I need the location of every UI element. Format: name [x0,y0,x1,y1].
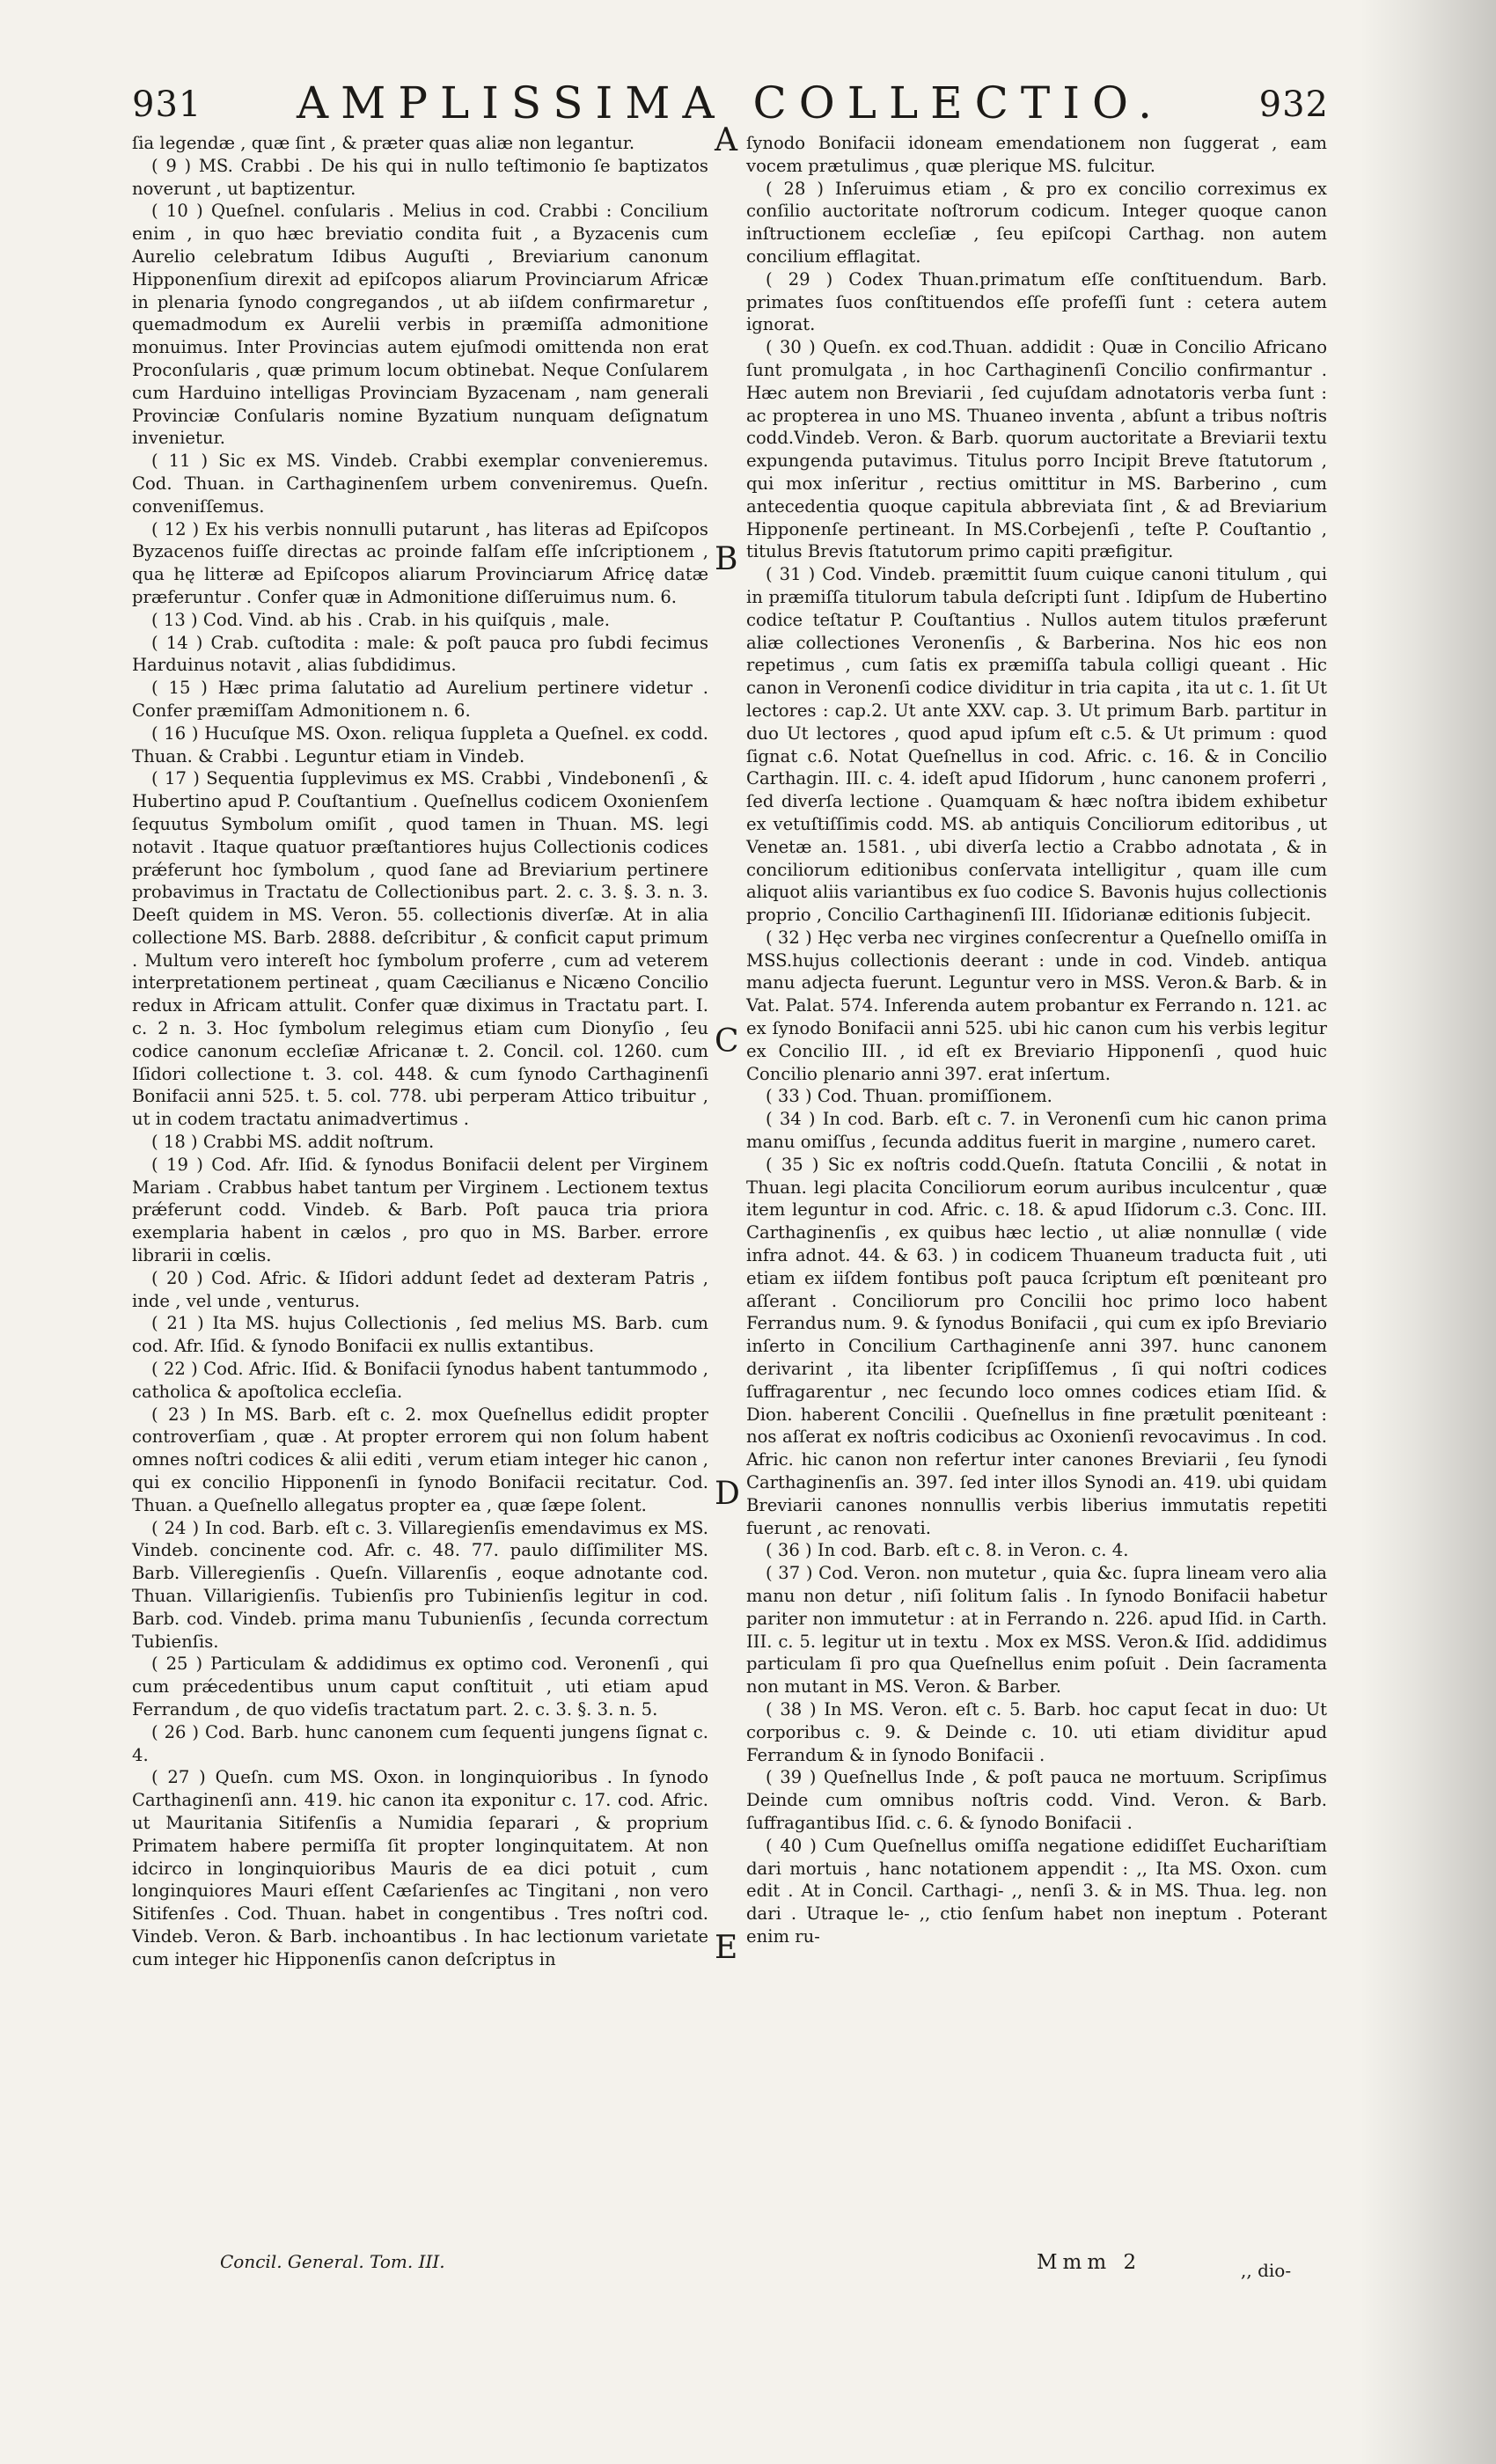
note-paragraph: ( 36 ) In cod. Barb. eſt c. 8. in Veron. c. 4. [766,1540,1129,1561]
note-paragraph: ( 21 ) Ita MS. hujus Collectionis , ſed melius MS. Barb. cum cod. Afr. Iſid. & ſynodo Bonifacii ex nullis extantibus. [132,1313,708,1357]
section-marker-b: B [715,541,738,577]
note-paragraph: ( 18 ) Crabbi MS. addit noſtrum. [151,1132,435,1153]
note-paragraph: ( 9 ) MS. Crabbi . De his qui in nullo teſtimonio ſe baptizatos noverunt , ut baptizentur. [132,155,708,199]
note-paragraph: ( 28 ) Inſeruimus etiam , & pro ex concilio correximus ex conſilio auctoritate noſtrorum codicum. Integer quoque canon inſtructionem eccleſiæ , ſeu epiſcopi Carthag. non autem concilium efflagitat. [746,178,1327,267]
note-paragraph: ( 16 ) Hucuſque MS. Oxon. reliqua ſuppleta a Queſnel. ex codd. Thuan. & Crabbi . Leguntur etiam in Vindeb. [132,722,708,766]
running-title: AMPLISSIMA COLLECTIO. [297,77,1164,128]
note-paragraph: ( 17 ) Sequentia ſupplevimus ex MS. Crabbi , Vindebonenſi , & Hubertino apud P. Couſtantium . Queſnellus codicem Oxonienſem ſequutus Symbolum omiſit , quod tamen in Thuan. MS. legi notavit . Itaque quatuor præſtantiores hujus Collectionis codices prǽferunt hoc ſymbolum , quod ſane ad Breviarium pertinere probavimus in Tractatu de Collectionibus part. 2. c. 3. §. 3. n. 3. Deeſt quidem in MS. Veron. 55. collectionis diverſæ. At in alia collectione MS. Barb. 2888. deſcribitur , & conficit caput primum . Multum vero intereſt hoc ſymbolum proferre , cum ad veterem interpretationem pertineat , quam Cæcilianus e Nicæno Concilio redux in Africam attulit. Confer quæ diximus in Tractatu part. I. c. 2 n. 3. Hoc ſymbolum relegimus etiam cum Dionyſio , ſeu codice canonum eccleſiæ Africanæ t. 2. Concil. col. 1260. cum Iſidori collectione t. 3. col. 448. & cum ſynodo Carthaginenſi Bonifacii anni 525. t. 5. col. 778. ubi perperam Attico tribuitur , ut in codem tractatu animadvertimus . [132,768,708,1130]
note-paragraph: ( 23 ) In MS. Barb. eſt c. 2. mox Queſnellus edidit propter controverſiam , quæ . At propter errorem qui non ſolum habent omnes noſtri codices & alii editi , verum etiam integer hic canon , qui ex concilio Hipponenſi in ſynodo Bonifacii recitatur. Cod. Thuan. a Queſnello allegatus propter ea , quæ ſæpe ſolent. [132,1404,708,1515]
note-paragraph: ( 25 ) Particulam & addidimus ex optimo cod. Veronenſi , qui cum prǽcedentibus unum caput conſtituit , uti etiam apud Ferrandum , de quo videſis tractatum part. 2. c. 3. §. 3. n. 5. [132,1654,708,1720]
gutter-shadow [1360,0,1496,2464]
running-foot: Concil. General. Tom. III. [220,2251,445,2272]
note-paragraph: ( 37 ) Cod. Veron. non mutetur , quia &c. ſupra lineam vero alia manu non detur , niſi ſolitum ſalis . In ſynodo Bonifacii habetur pariter non immutetur : at in Ferrando n. 226. apud Iſid. in Carth. III. c. 5. legitur ut in textu . Mox ex MSS. Veron.& Iſid. addidimus particulam ſi pro qua Queſnellus enim poſuit . Dein ſacramenta non mutant in MS. Veron. & Barber. [746,1563,1327,1698]
catchword: ,, dio- [1241,2260,1292,2281]
note-paragraph: ( 35 ) Sic ex noſtris codd.Queſn. ſtatuta Concilii , & notat in Thuan. legi placita Conciliorum eorum auribus inculcentur , quæ item leguntur in cod. Afric. c. 18. & apud Iſidorum c.3. Conc. III. Carthaginenſis , ex quibus hæc lectio , ut aliæ nonnullæ ( vide infra adnot. 44. & 63. ) in codicem Thuaneum traducta fuit , uti etiam ex iiſdem fontibus poſt pauca ſcriptum eſt pœniteant pro aſſerant . Conciliorum pro Concilii hoc primo loco habent Ferrandus num. 9. & ſynodus Bonifacii , qui cum ex ipſo Breviario inſerto in Concilium Carthaginenſe anni 397. hunc canonem derivarint , ita libenter ſcripſiſſemus , ſi qui noſtri codices ſuffragarentur , nec ſecundo loco omnes codices etiam Iſid. & Dion. haberent Concilii . Queſnellus in fine prætulit pœniteant : nos aſſerat ex noſtris codicibus ac Oxonienſi revocavimus . In cod. Afric. hic canon non refertur inter canones Breviarii , ſeu ſynodi Carthaginenſis an. 397. ſed inter illos Synodi an. 419. ubi quidam Breviarii canones nonnullis verbis liberius immutatis repetiti fuerunt , ac renovati. [746,1154,1327,1538]
section-marker-e: E [715,1930,738,1966]
note-paragraph: ( 30 ) Queſn. ex cod.Thuan. addidit : Quæ in Concilio Africano ſunt promulgata , in hoc Carthaginenſi Concilio confirmantur . Hæc autem non Breviarii , ſed cujuſdam adnotatoris verba ſunt : ac propterea in uno MS. Thuaneo inventa , abſunt a tribus noſtris codd.Vindeb. Veron. & Barb. quorum auctoritate a Breviarii textu expungenda putavimus. Titulus porro Incipit Breve ſtatutorum , qui mox inſeritur , rectius omittitur in MS. Barberino , cum antecedentia quoque capitula abbreviata ſint , & ad Breviarium Hipponenſe pertineant. In MS.Corbejenſi , teſte P. Couſtantio , titulus Brevis ſtatutorum primo capiti præfigitur. [746,337,1327,562]
note-paragraph: ( 34 ) In cod. Barb. eſt c. 7. in Veronenſi cum hic canon prima manu omiſſus , ſecunda additus fuerit in margine , numero caret. [746,1109,1327,1153]
note-paragraph: ( 24 ) In cod. Barb. eſt c. 3. Villaregienſis emendavimus ex MS. Vindeb. concinente cod. Afr. c. 48. 77. paulo diſſimiliter MS. Barb. Villeregienſis . Queſn. Villarenſis , eoque adnotante cod. Thuan. Villarigienſis. Tubienſis pro Tubinienſis legitur in cod. Barb. cod. Vindeb. prima manu Tubunienſis , ſecunda correctum Tubienſis. [132,1517,708,1652]
note-paragraph: ſynodo Bonifacii idoneam emendationem non ſuggerat , eam vocem prætulimus , quæ plerique MS. fulcitur. [746,133,1327,176]
note-paragraph: ( 19 ) Cod. Afr. Iſid. & ſynodus Bonifacii delent per Virginem Mariam . Crabbus habet tantum per Virginem . Lectionem textus prǽferunt codd. Vindeb. & Barb. Poſt pauca tria priora exemplaria habent in cælos , pro quo in MS. Barber. errore librarii in cœlis. [132,1154,708,1266]
note-paragraph: ( 14 ) Crab. cuſtodita : male: & poſt pauca pro ſubdi fecimus Harduinus notavit , alias ſubdidimus. [132,632,708,676]
note-paragraph: ( 29 ) Codex Thuan.primatum eſſe conſtituendum. Barb. primates ſuos conſtituendos eſſe profeſſi ſunt : cetera autem ignorat. [746,268,1327,335]
page-number-right: 932 [1258,84,1329,125]
note-paragraph: ( 40 ) Cum Queſnellus omiſſa negatione edidiſſet Euchariſtiam dari mortuis , hanc notationem appendit : ,, Ita MS. Oxon. cum edit . At in Concil. Carthagi- ,, nenſi 3. & in MS. Thua. leg. non dari . Utraque le- ,, ctio ſenſum habet non ineptum . Poterant enim ru- [746,1835,1327,1947]
section-marker-a: A [715,122,737,158]
note-paragraph: ( 38 ) In MS. Veron. eſt c. 5. Barb. hoc caput ſecat in duo: Ut corporibus c. 9. & Deinde c. 10. uti etiam dividitur apud Ferrandum & in ſynodo Bonifacii . [746,1698,1327,1765]
left-column [132,132,708,1971]
note-paragraph: ( 22 ) Cod. Afric. Iſid. & Bonifacii ſynodus habent tantummodo , catholica & apoſtolica eccleſia. [132,1359,708,1402]
section-marker-c: C [715,1023,739,1060]
note-paragraph: ( 12 ) Ex his verbis nonnulli putarunt , has literas ad Epiſcopos Byzacenos fuiſſe directas ac proinde falſam eſſe inſcriptionem , qua hę litteræ ad Epiſcopos aliarum Provinciarum Africę datæ præferuntur . Confer quæ in Admonitione diſſeruimus num. 6. [132,518,708,607]
note-paragraph: ( 10 ) Queſnel. conſularis . Melius in cod. Crabbi : Concilium enim , in quo hæc breviatio condita fuit , a Byzacenis cum Aurelio celebratum Idibus Auguſti , Breviarium canonum Hipponenſium direxit ad epiſcopos aliarum Provinciarum Africæ in plenaria ſynodo congregandos , ut ab iiſdem confirmaretur , quemadmodum ex Aurelii verbis in præmiſſa admonitione monuimus. Inter Provincias autem ejuſmodi omittenda non erat Proconſularis , quæ primum locum obtinebat. Neque Conſularem cum Harduino intelligas Provinciam Byzacenam , nam generali Provinciæ Conſularis nomine Byzatium nunquam deſignatum invenietur. [132,201,708,449]
note-paragraph: ( 27 ) Queſn. cum MS. Oxon. in longinquioribus . In ſynodo Carthaginenſi ann. 419. hic canon ita exponitur c. 17. cod. Afric. ut Mauritania Sitifenſis a Numidia ſeparari , & proprium Primatem habere permiſſa ſit propter longinquitatem. At non idcirco in longinquioribus Mauris de ea dici potuit , cum longinquiores Mauri eſſent Cæſarienſes ac Tingitani , non vero Sitifenſes . Cod. Thuan. habet in congentibus . Tres noſtri cod. Vindeb. Veron. & Barb. inchoantibus . In hac lectionum varietate cum integer hic Hipponenſis canon deſcriptus in [132,1767,708,1969]
note-paragraph: ( 32 ) Hęc verba nec virgines conſecrentur a Queſnello omiſſa in MSS.hujus collectionis deerant : unde in cod. Vindeb. antiqua manu adjecta fuerunt. Leguntur vero in MSS. Veron.& Barb. & in Vat. Palat. 574. Inferenda autem probantur ex Ferrando n. 121. ac ex ſynodo Bonifacii anni 525. ubi hic canon cum his verbis legitur ex Concilio III. , id eſt ex Breviario Hipponenſi , quod huic Concilio plenario anni 397. erat inſertum. [746,927,1327,1084]
right-column [746,132,1327,1948]
note-paragraph: ( 31 ) Cod. Vindeb. præmittit ſuum cuique canoni titulum , qui in præmiſſa titulorum tabula deſcripti ſunt . Idipſum de Hubertino codice teſtatur P. Couſtantius . Nullos autem titulos præferunt aliæ collectiones Veronenſis , & Barberina. Nos hic eos non repetimus , cum ſatis ex præmiſſa tabula colligi queant . Hic canon in Veronenſi codice dividitur in tria capita , ita ut c. 1. ſit Ut lectores : cap.2. Ut ante XXV. cap. 3. Ut primum Barb. partitur in duo Ut lectores , quod apud ipſum eſt c.5. & Ut primum : quod ſignat c.6. Notat Queſnellus in cod. Afric. c. 16. & in Concilio Carthagin. III. c. 4. ideſt apud Iſidorum , hunc canonem proferri , ſed diverſa lectione . Quamquam & hæc noſtra ibidem exhibetur ex vetuſtiſſimis codd. MS. ab antiquis Conciliorum editoribus , ut Venetæ an. 1581. , ubi diverſa lectio a Crabbo adnotata , & in conciliorum editionibus conſervata intelligitur , quam ille cum aliquot aliis variantibus ex ſuo codice S. Bavonis hujus collectionis proprio , Concilio Carthaginenſi III. Iſidorianæ editionis ſubjecit. [746,564,1327,926]
note-paragraph: ( 20 ) Cod. Afric. & Iſidori addunt ſedet ad dexteram Patris , inde , vel unde , venturus. [132,1267,708,1311]
note-paragraph: ſia legendæ , quæ ſint , & præter quas aliæ non legantur. [132,133,635,153]
note-paragraph: ( 39 ) Queſnellus Inde , & poſt pauca ne mortuum. Scripſimus Deinde cum omnibus noſtris codd. Vind. Veron. & Barb. ſuffragantibus Iſid. c. 6. & ſynodo Bonifacii . [746,1767,1327,1833]
note-paragraph: ( 11 ) Sic ex MS. Vindeb. Crabbi exemplar convenieremus. Cod. Thuan. in Carthaginenſem urbem conveniremus. Queſn. conveniſſemus. [132,451,708,517]
note-paragraph: ( 26 ) Cod. Barb. hunc canonem cum ſequenti jungens ſignat c. 4. [132,1721,708,1765]
note-paragraph: ( 13 ) Cod. Vind. ab his . Crab. in his quiſquis , male. [151,609,610,630]
note-paragraph: ( 15 ) Hæc prima ſalutatio ad Aurelium pertinere videtur . Confer præmiſſam Admonitionem n. 6. [132,678,708,721]
note-paragraph: ( 33 ) Cod. Thuan. promiſſionem. [766,1086,1052,1107]
signature-mark: Mmm 2 [1037,2251,1142,2274]
page-number-left: 931 [132,84,202,125]
section-marker-d: D [715,1476,740,1512]
